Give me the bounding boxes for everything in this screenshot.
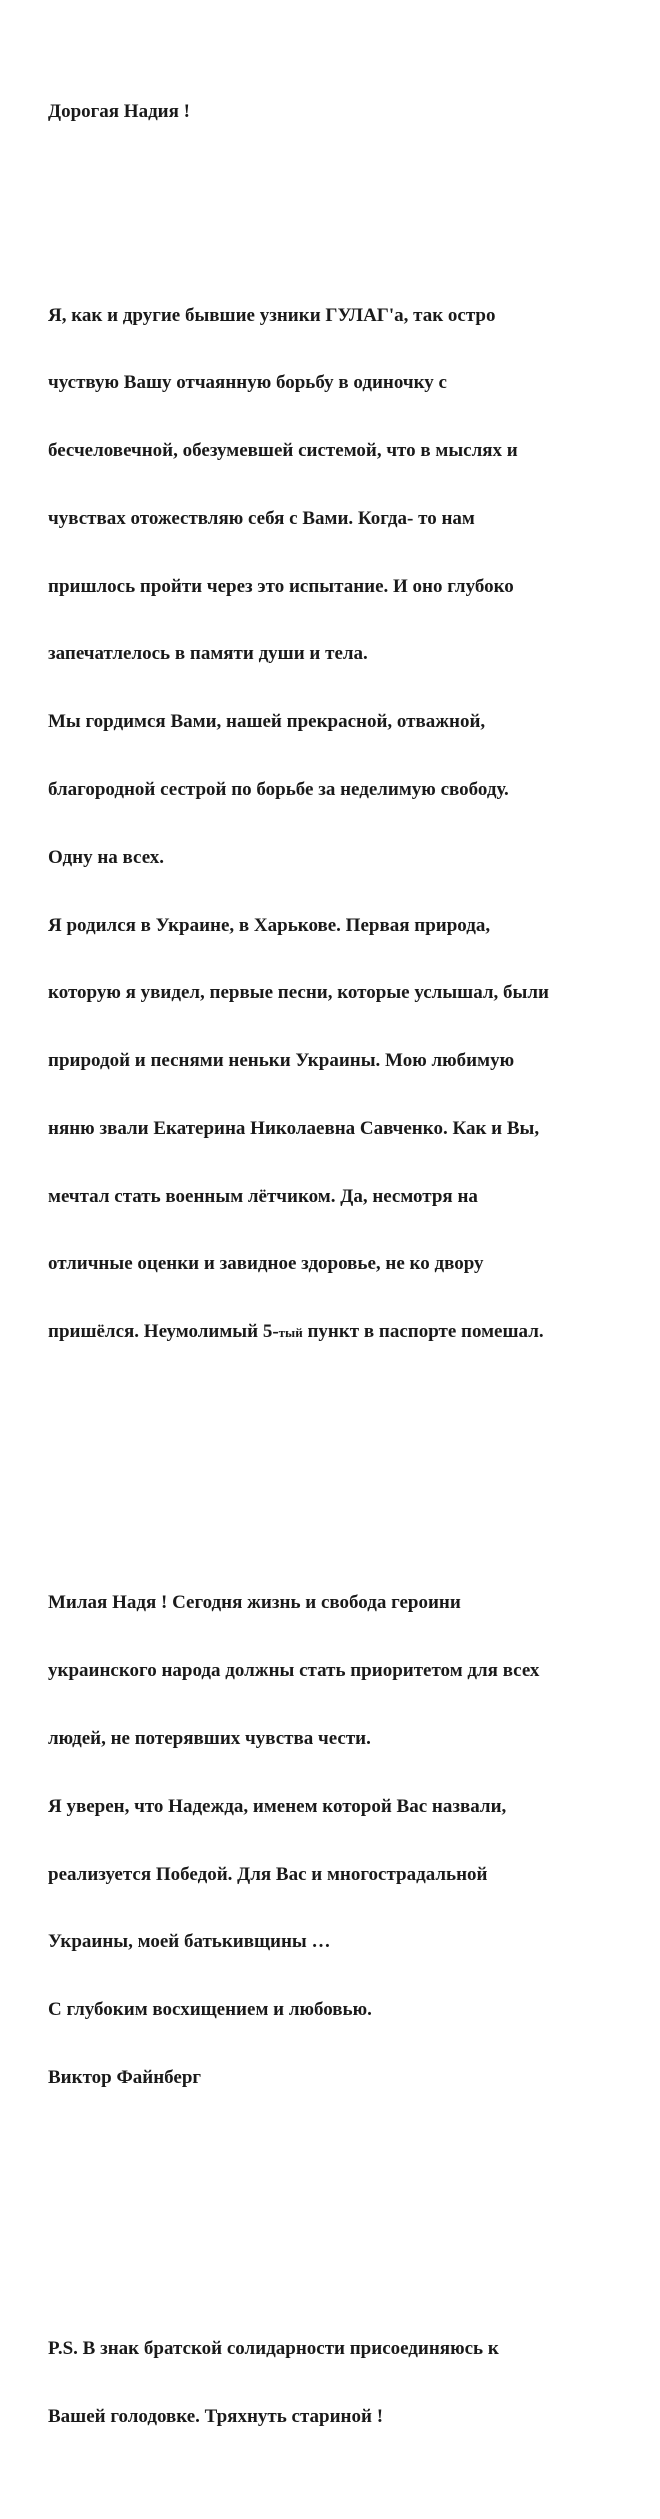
letter-line: Я уверен, что Надежда, именем которой Вас назвали,: [48, 1795, 507, 1817]
letter-line: С глубоким восхищением и любовью.: [48, 1999, 372, 2021]
letter-line: людей, не потерявших чувства чести.: [48, 1727, 371, 1749]
letter-line: украинского народа должны стать приоритетом для всех: [48, 1660, 540, 1682]
letter-line: которую я увидел, первые песни, которые услышал, были: [48, 982, 549, 1004]
letter-line: отличные оценки и завидное здоровье, не ко двору: [48, 1253, 484, 1275]
letter-line-passport: [48, 1321, 638, 1344]
letter-line: Я родился в Украине, в Харькове. Первая природа,: [48, 914, 491, 936]
letter-line: бесчеловечной, обезумевшей системой, что в мыслях и: [48, 440, 518, 462]
letter-line: Одну на всех.: [48, 846, 164, 868]
letter-line: Милая Надя ! Сегодня жизнь и свобода героини: [48, 1592, 461, 1614]
postscript: [48, 2293, 638, 2474]
letter-line: Украины, моей батькивщины …: [48, 1931, 331, 1953]
letter-line: чувствах отожествляю себя с Вами. Когда- то нам: [48, 507, 475, 529]
paragraph-2: [48, 1547, 638, 2134]
letter-line: реализуется Победой. Для Вас и многострадальной: [48, 1863, 488, 1885]
letter-line: Мы гордимся Вами, нашей прекрасной, отважной,: [48, 711, 486, 733]
letter-line: природой и песнями неньки Украины. Мою любимую: [48, 1050, 515, 1072]
letter-body: [48, 56, 638, 2519]
letter-line: чуствую Вашу отчаянную борьбу в одиночку с: [48, 372, 447, 394]
paragraph-gap: [48, 1457, 638, 1480]
passport-text-after: пункт в паспорте помешал.: [302, 1321, 544, 1343]
paragraph-gap: [48, 169, 638, 192]
letter-line: пришлось пройти через это испытание. И оно глубоко: [48, 575, 514, 597]
letter-line: няню звали Екатерина Николаевна Савченко. Как и Вы,: [48, 1117, 540, 1139]
letter-line: P.S. В знак братской солидарности присоединяюсь к: [48, 2337, 499, 2359]
letter-signature: Виктор Файнберг: [48, 2066, 202, 2088]
letter-line: Я, как и другие бывшие узники ГУЛАГ'а, так остро: [48, 304, 496, 326]
letter-line: мечтал стать военным лётчиком. Да, несмотря на: [48, 1185, 478, 1207]
passport-text-before: пришёлся. Неумолимый 5-: [48, 1321, 279, 1343]
letter-line: благородной сестрой по борьбе за неделимую свободу.: [48, 779, 509, 800]
letter-greeting: Дорогая Надия !: [48, 101, 190, 123]
letter-line: Вашей голодовке. Тряхнуть стариной !: [48, 2405, 384, 2427]
letter-line: запечатлелось в памяти души и тела.: [48, 643, 368, 665]
paragraph-1: [48, 259, 638, 1389]
ordinal-suffix: тый: [278, 1325, 303, 1341]
paragraph-gap: [48, 2202, 638, 2225]
